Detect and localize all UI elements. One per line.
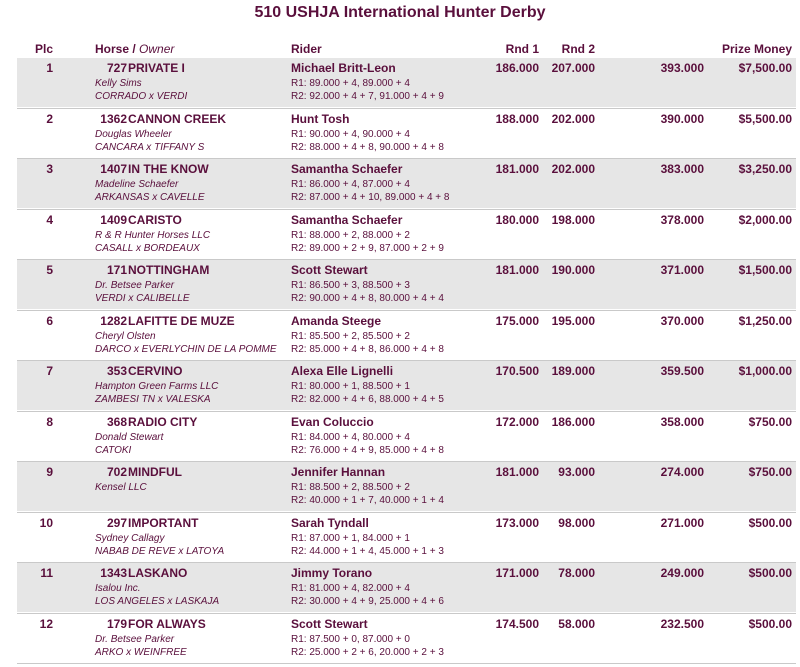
rider-name: Michael Britt-Leon bbox=[291, 61, 396, 75]
rider-name: Amanda Steege bbox=[291, 313, 382, 328]
total-score: 274.000 bbox=[660, 465, 704, 479]
owner-name: Kelly Sims bbox=[95, 78, 142, 89]
prize-money: $2,000.00 bbox=[738, 212, 792, 227]
round1-detail: R1: 86.500 + 3, 88.500 + 3 bbox=[291, 280, 410, 291]
round1-detail: R1: 81.000 + 4, 82.000 + 4 bbox=[291, 583, 410, 594]
place-number: 5 bbox=[46, 263, 53, 277]
round2-score: 189.000 bbox=[551, 364, 595, 378]
prize-money: $500.00 bbox=[748, 616, 792, 631]
prize-money: $3,250.00 bbox=[738, 162, 792, 176]
round1-detail: R1: 86.000 + 4, 87.000 + 4 bbox=[291, 179, 410, 190]
rider-name: Evan Coluccio bbox=[291, 414, 374, 429]
place-number: 11 bbox=[40, 566, 53, 580]
owner-name: Isalou Inc. bbox=[95, 583, 141, 594]
owner-name: Donald Stewart bbox=[95, 431, 164, 443]
horse-name: MINDFUL bbox=[128, 465, 182, 479]
round2-detail: R2: 87.000 + 4 + 10, 89.000 + 4 + 8 bbox=[291, 192, 450, 203]
rider-name: Alexa Elle Lignelli bbox=[291, 364, 394, 378]
horse-name: FOR ALWAYS bbox=[128, 616, 206, 631]
results-table bbox=[0, 58, 800, 664]
header-prize: Prize Money bbox=[721, 42, 792, 56]
horse-name: IMPORTANT bbox=[128, 515, 199, 530]
rider-name: Hunt Tosh bbox=[291, 111, 350, 126]
header-rnd1: Rnd 1 bbox=[505, 42, 539, 56]
round1-detail: R1: 88.000 + 2, 88.000 + 2 bbox=[291, 229, 410, 241]
prize-money: $1,250.00 bbox=[738, 313, 792, 328]
round2-detail: R2: 76.000 + 4 + 9, 85.000 + 4 + 8 bbox=[291, 444, 444, 456]
round2-detail: R2: 88.000 + 4 + 8, 90.000 + 4 + 8 bbox=[291, 141, 444, 153]
entry-number: 1343 bbox=[100, 566, 127, 580]
breeding: ARKANSAS x CAVELLE bbox=[95, 192, 205, 203]
round2-score: 78.000 bbox=[558, 566, 595, 580]
round2-score: 190.000 bbox=[551, 263, 595, 277]
entry-number: 171 bbox=[106, 263, 127, 277]
total-score: 383.000 bbox=[660, 162, 704, 176]
breeding: CANCARA x TIFFANY S bbox=[95, 141, 205, 153]
horse-name: LAFITTE DE MUZE bbox=[128, 313, 235, 328]
round2-score: 195.000 bbox=[551, 313, 595, 328]
table-row bbox=[0, 412, 800, 463]
page-title: 510 USHJA International Hunter Derby bbox=[254, 4, 546, 21]
owner-name: Douglas Wheeler bbox=[95, 128, 172, 140]
entry-number: 353 bbox=[106, 364, 127, 378]
total-score: 358.000 bbox=[660, 414, 704, 429]
horse-name: NOTTINGHAM bbox=[128, 263, 210, 277]
total-score: 271.000 bbox=[660, 515, 704, 530]
round1-detail: R1: 85.500 + 2, 85.500 + 2 bbox=[291, 330, 410, 342]
round1-score: 170.500 bbox=[495, 364, 539, 378]
entry-number: 297 bbox=[106, 515, 127, 530]
round1-score: 181.000 bbox=[495, 465, 539, 479]
round1-score: 181.000 bbox=[495, 162, 539, 176]
owner-name: Dr. Betsee Parker bbox=[95, 280, 175, 291]
place-number: 2 bbox=[46, 111, 53, 126]
owner-name: Cheryl Olsten bbox=[95, 330, 156, 342]
prize-money: $500.00 bbox=[748, 566, 792, 580]
horse-name: RADIO CITY bbox=[128, 414, 198, 429]
table-row bbox=[0, 159, 800, 210]
round1-score: 181.000 bbox=[495, 263, 539, 277]
round2-score: 198.000 bbox=[551, 212, 595, 227]
entry-number: 727 bbox=[106, 61, 127, 75]
header-rnd2: Rnd 2 bbox=[561, 42, 595, 56]
round2-score: 202.000 bbox=[551, 162, 595, 176]
header-horse-owner bbox=[95, 42, 174, 56]
round1-detail: R1: 89.000 + 4, 89.000 + 4 bbox=[291, 78, 410, 89]
place-number: 7 bbox=[46, 364, 53, 378]
entry-number: 1409 bbox=[100, 212, 127, 227]
breeding: CATOKI bbox=[95, 444, 132, 456]
table-row bbox=[0, 462, 800, 513]
breeding: LOS ANGELES x LASKAJA bbox=[95, 596, 220, 607]
round1-detail: R1: 80.000 + 1, 88.500 + 1 bbox=[291, 381, 410, 392]
breeding: DARCO x EVERLYCHIN DE LA POMME bbox=[95, 343, 277, 355]
round1-detail: R1: 90.000 + 4, 90.000 + 4 bbox=[291, 128, 410, 140]
round1-score: 186.000 bbox=[495, 61, 539, 75]
round2-score: 186.000 bbox=[551, 414, 595, 429]
rider-name: Samantha Schaefer bbox=[291, 162, 403, 176]
place-number: 8 bbox=[46, 414, 53, 429]
round2-score: 207.000 bbox=[551, 61, 595, 75]
round2-detail: R2: 44.000 + 1 + 4, 45.000 + 1 + 3 bbox=[291, 545, 444, 557]
header-rider: Rider bbox=[291, 42, 322, 56]
table-row bbox=[0, 311, 800, 362]
horse-name: CERVINO bbox=[128, 364, 183, 378]
round2-detail: R2: 85.000 + 4 + 8, 86.000 + 4 + 8 bbox=[291, 343, 444, 355]
prize-money: $750.00 bbox=[748, 414, 792, 429]
breeding: VERDI x CALIBELLE bbox=[95, 293, 190, 304]
owner-name: Dr. Betsee Parker bbox=[95, 633, 175, 645]
place-number: 12 bbox=[39, 616, 53, 631]
round2-score: 98.000 bbox=[558, 515, 595, 530]
total-score: 370.000 bbox=[660, 313, 704, 328]
place-number: 10 bbox=[39, 515, 53, 530]
entry-number: 1362 bbox=[100, 111, 127, 126]
table-row bbox=[0, 58, 800, 109]
place-number: 1 bbox=[46, 61, 53, 75]
horse-name: PRIVATE I bbox=[128, 61, 185, 75]
entry-number: 1282 bbox=[100, 313, 127, 328]
entry-number: 179 bbox=[106, 616, 127, 631]
round2-detail: R2: 90.000 + 4 + 8, 80.000 + 4 + 4 bbox=[291, 293, 444, 304]
place-number: 9 bbox=[46, 465, 53, 479]
round1-score: 171.000 bbox=[495, 566, 539, 580]
total-score: 393.000 bbox=[660, 61, 704, 75]
owner-name: Hampton Green Farms LLC bbox=[95, 381, 219, 392]
round1-detail: R1: 87.500 + 0, 87.000 + 0 bbox=[291, 633, 410, 645]
round2-detail: R2: 82.000 + 4 + 6, 88.000 + 4 + 5 bbox=[291, 394, 444, 405]
table-row bbox=[0, 260, 800, 311]
entry-number: 1407 bbox=[100, 162, 127, 176]
prize-money: $1,000.00 bbox=[738, 364, 792, 378]
table-row bbox=[0, 563, 800, 614]
table-row bbox=[0, 361, 800, 412]
place-number: 3 bbox=[46, 162, 53, 176]
round2-detail: R2: 30.000 + 4 + 9, 25.000 + 4 + 6 bbox=[291, 596, 444, 607]
rider-name: Jennifer Hannan bbox=[291, 465, 386, 479]
rider-name: Scott Stewart bbox=[291, 263, 368, 277]
owner-name: Kensel LLC bbox=[95, 482, 147, 493]
round1-score: 174.500 bbox=[495, 616, 539, 631]
place-number: 6 bbox=[46, 313, 53, 328]
owner-name: Madeline Schaefer bbox=[95, 179, 179, 190]
round1-detail: R1: 88.500 + 2, 88.500 + 2 bbox=[291, 482, 410, 493]
horse-name: LASKANO bbox=[128, 566, 188, 580]
table-row bbox=[0, 614, 800, 665]
rider-name: Scott Stewart bbox=[291, 616, 368, 631]
round2-detail: R2: 89.000 + 2 + 9, 87.000 + 2 + 9 bbox=[291, 242, 444, 254]
rider-name: Samantha Schaefer bbox=[291, 212, 403, 227]
round2-detail: R2: 40.000 + 1 + 7, 40.000 + 1 + 4 bbox=[291, 495, 444, 506]
prize-money: $750.00 bbox=[748, 465, 792, 479]
total-score: 371.000 bbox=[660, 263, 704, 277]
breeding: ZAMBESI TN x VALESKA bbox=[95, 394, 211, 405]
total-score: 232.500 bbox=[660, 616, 704, 631]
breeding: ARKO x WEINFREE bbox=[95, 646, 187, 658]
round1-score: 180.000 bbox=[495, 212, 539, 227]
row-divider bbox=[17, 663, 796, 664]
round1-score: 188.000 bbox=[495, 111, 539, 126]
table-row bbox=[0, 210, 800, 261]
table-row bbox=[0, 513, 800, 564]
header-owner: Owner bbox=[139, 42, 175, 56]
place-number: 4 bbox=[46, 212, 53, 227]
total-score: 378.000 bbox=[660, 212, 704, 227]
round2-detail: R2: 25.000 + 2 + 6, 20.000 + 2 + 3 bbox=[291, 646, 444, 658]
total-score: 390.000 bbox=[660, 111, 704, 126]
rider-name: Sarah Tyndall bbox=[291, 515, 369, 530]
horse-name: IN THE KNOW bbox=[128, 162, 209, 176]
prize-money: $1,500.00 bbox=[738, 263, 792, 277]
total-score: 249.000 bbox=[660, 566, 704, 580]
prize-money: $5,500.00 bbox=[738, 111, 792, 126]
round1-detail: R1: 87.000 + 1, 84.000 + 1 bbox=[291, 532, 410, 544]
entry-number: 702 bbox=[106, 465, 127, 479]
breeding: CASALL x BORDEAUX bbox=[95, 242, 200, 254]
breeding: CORRADO x VERDI bbox=[95, 91, 188, 102]
table-row bbox=[0, 109, 800, 160]
header-horse: Horse / bbox=[95, 42, 136, 56]
round2-score: 93.000 bbox=[558, 465, 595, 479]
round1-score: 172.000 bbox=[495, 414, 539, 429]
horse-name: CARISTO bbox=[128, 212, 182, 227]
header-plc: Plc bbox=[34, 42, 53, 56]
prize-money: $500.00 bbox=[748, 515, 792, 530]
round1-detail: R1: 84.000 + 4, 80.000 + 4 bbox=[291, 431, 410, 443]
round1-score: 173.000 bbox=[495, 515, 539, 530]
rider-name: Jimmy Torano bbox=[291, 566, 373, 580]
owner-name: R & R Hunter Horses LLC bbox=[95, 229, 211, 241]
prize-money: $7,500.00 bbox=[738, 61, 792, 75]
round2-score: 58.000 bbox=[558, 616, 595, 631]
total-score: 359.500 bbox=[660, 364, 704, 378]
round1-score: 175.000 bbox=[495, 313, 539, 328]
breeding: NABAB DE REVE x LATOYA bbox=[95, 545, 225, 557]
round2-detail: R2: 92.000 + 4 + 7, 91.000 + 4 + 9 bbox=[291, 91, 444, 102]
entry-number: 368 bbox=[106, 414, 127, 429]
owner-name: Sydney Callagy bbox=[95, 532, 165, 544]
horse-name: CANNON CREEK bbox=[128, 111, 227, 126]
round2-score: 202.000 bbox=[551, 111, 595, 126]
